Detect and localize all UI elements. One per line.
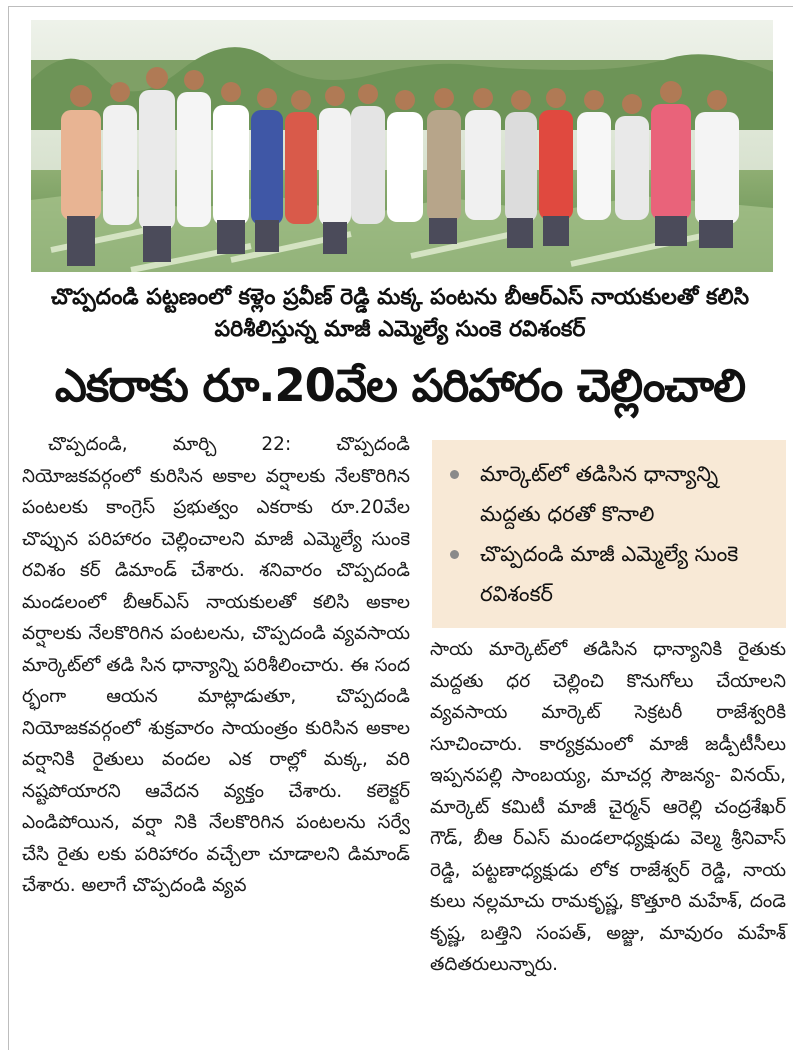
article-body-right: సాయ మార్కెట్‌లో తడిసిన ధాన్యానికి రైతుకు మద్దతు ధర చెల్లించి కొనుగోలు చేయాలని వ్యవసాయ మార్కెట్ సెక్రటరీ రాజేశ్వరికి సూచించారు. కార్యక్రమంలో మాజీ జడ్పీటీసీలు ఇప్పనపల్లి సాంబయ్య, మాచర్ల సౌజన్య- వినయ్, మార్కెట్ కమిటీ మాజీ చైర్మన్ ఆరెల్లి చంద్రశేఖర్ గౌడ్, బీఆ ర్ఎస్ మండలాధ్యక్షుడు వెల్మ శ్రీనివాస్ రెడ్డి, పట్టణాధ్యక్షుడు లోక రాజేశ్వర్ రెడ్డి, నాయ కులు నల్లమాచు రామకృష్ణ, కొత్తూరి మహేశ్, దండె కృష్ణ, బత్తిని సంపత్, అజ్జు, మావురం మహేశ్ తదితరులున్నారు. — [430, 639, 786, 975]
highlight-text: చొప్పదండి మాజీ ఎమ్మెల్యే సుంకె రవిశంకర్ — [480, 542, 739, 606]
highlight-item — [432, 534, 786, 614]
article-column-left — [22, 429, 410, 902]
bullet-icon — [450, 550, 459, 559]
caption-line: చొప్పదండి పట్టణంలో కళ్లెం ప్రవీణ్ రెడ్డి మక్క పంటను బీఆర్ఎస్ నాయకులతో కలిసి — [50, 285, 750, 310]
bullet-icon — [450, 470, 459, 479]
highlights-box — [432, 440, 786, 628]
article-column-right — [430, 634, 786, 981]
photo-caption — [24, 282, 776, 346]
caption-line: పరిశీలిస్తున్న మాజీ ఎమ్మెల్యే సుంకె రవిశంకర్ — [214, 317, 586, 342]
news-photo — [31, 20, 773, 272]
headline: ఎకరాకు రూ.20వేల పరిహారం చెల్లించాలి — [54, 359, 746, 412]
photo-image — [31, 20, 773, 272]
article-body-left: చొప్పదండి, మార్చి 22: చొప్పదండి నియోజకవర్గంలో కురిసిన అకాల వర్షాలకు నేలకొరిగిన పంటలకు కాంగ్రెస్ ప్రభుత్వం ఎకరాకు రూ.20వేల చొప్పున పరిహారం చెల్లించాలని మాజీ ఎమ్మెల్యే సుంకె రవిశం కర్ డిమాండ్ చేశారు. శనివారం చొప్పదండి మండలంలో బీఆర్ఎస్ నాయకులతో కలిసి అకాల వర్షాలకు నేలకొరిగిన పంటలను, చొప్పదండి వ్యవసాయ మార్కెట్‌లో తడి సిన ధాన్యాన్ని పరిశీలించారు. ఈ సంద ర్భంగా ఆయన మాట్లాడుతూ, చొప్పదండి నియోజకవర్గంలో శుక్రవారం సాయంత్రం కురిసిన అకాల వర్షానికి రైతులు వందల ఎక రాల్లో మక్క, వరి నష్టపోయారని ఆవేదన వ్యక్తం చేశారు. కలెక్టర్ ఎండిపోయిన, వర్షా నికి నేలకొరిగిన పంటలను సర్వే చేసి రైతు లకు పరిహారం వచ్చేలా చూడాలని డిమాండ్ చేశారు. అలాగే చొప్పదండి వ్యవ — [22, 434, 410, 896]
highlight-item — [432, 454, 786, 534]
highlight-text: మార్కెట్‌లో తడిసిన ధాన్యాన్ని మద్దతు ధరతో కొనాలి — [480, 462, 719, 526]
